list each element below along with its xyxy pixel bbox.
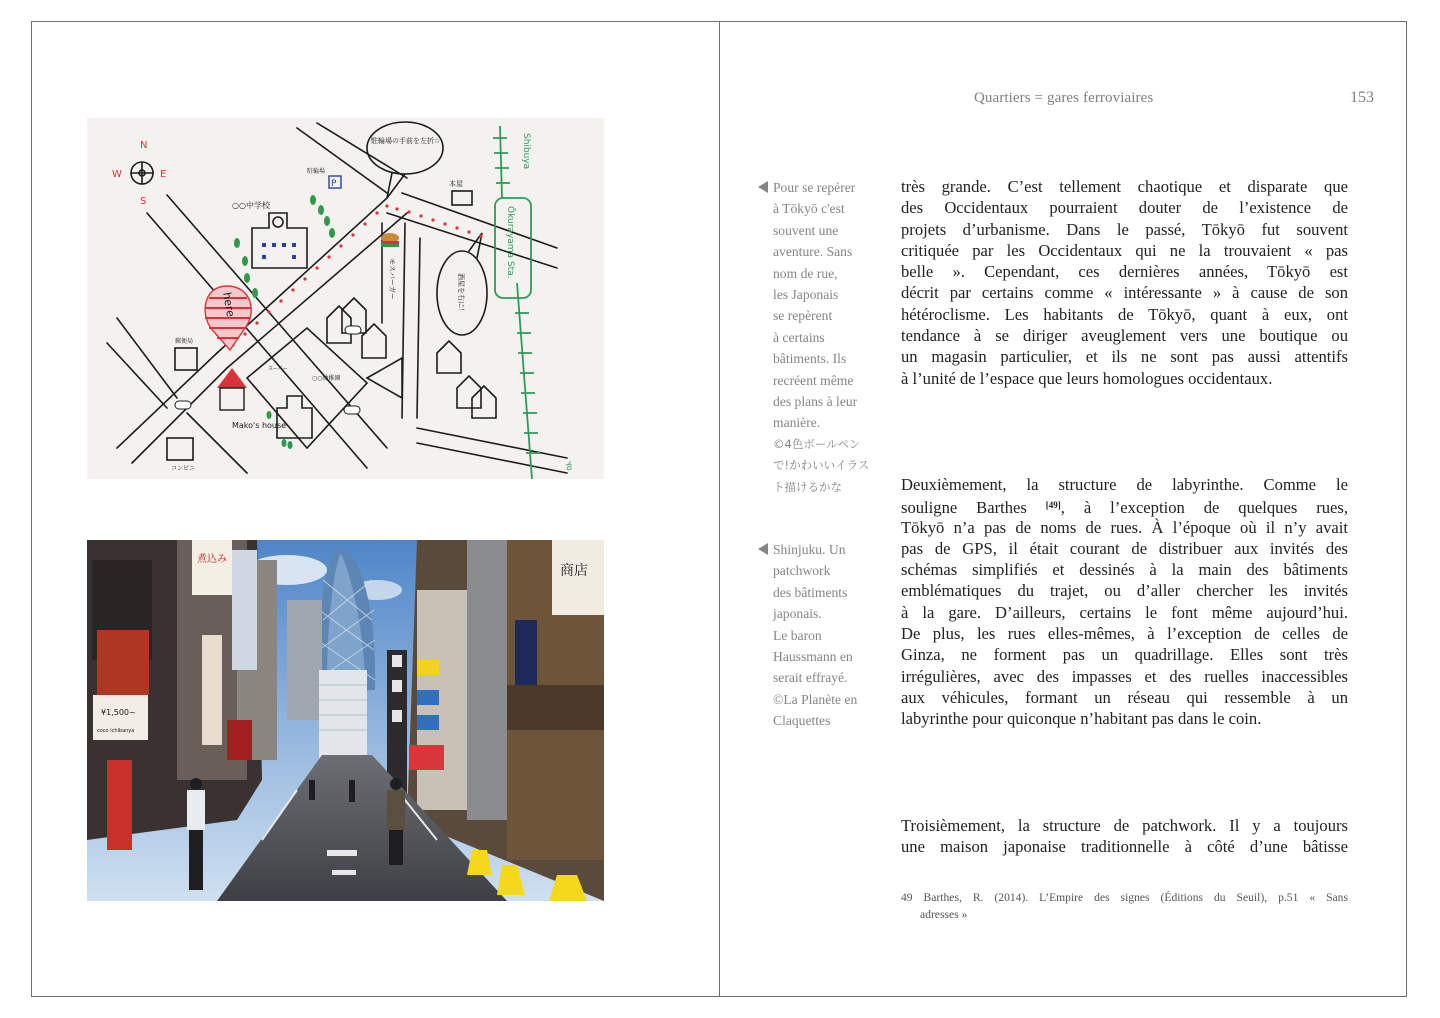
page-number: 153	[1350, 89, 1374, 106]
map-label-super: スーパー	[268, 366, 288, 372]
map-label-post-office: 郵便局	[175, 338, 194, 345]
shinjuku-street-photo	[87, 540, 604, 901]
body-paragraph-3	[901, 815, 1348, 858]
compass-east-label: E	[160, 169, 167, 180]
compass-north-label: N	[140, 140, 148, 151]
text-line: une maison japonaise traditionnelle à côté d’une bâtisse	[901, 837, 1348, 857]
text-line: irrégulières, avec des impasses et des ruelles inaccessibles	[901, 666, 1348, 686]
hand-drawn-map-figure	[87, 118, 604, 479]
caption-line: Shinjuku. Un	[773, 542, 846, 557]
text-line: De plus, les rues elles-mêmes, à l’exception de celles de	[901, 624, 1348, 644]
caption-credit-line: ©4色ボールペン	[773, 436, 861, 451]
text-line: à l’unité de l’espace que leurs homologues occidentaux.	[901, 368, 1273, 388]
map-label-yoko: Yo	[563, 460, 575, 472]
map-label-school: ○○中学校	[232, 201, 270, 210]
caption-line: souvent une	[773, 222, 839, 238]
body-paragraph-2	[901, 474, 1348, 730]
text-fragment: , à l’exception de quelques rues,	[1060, 498, 1349, 518]
text-line: Tōkyō n’a pas de noms de rues. À l’époque où il n’y avait	[901, 517, 1348, 537]
compass-south-label: S	[140, 196, 147, 207]
caption-line: japonais.	[773, 606, 822, 622]
map-label-shibuya: Shibuya	[521, 133, 531, 170]
caption-line: se repèrent	[773, 308, 833, 324]
map-label-bike-parking: 駐輪場	[307, 168, 326, 175]
photo-sign-shoten: 商店	[560, 563, 588, 579]
caption-line: ©La Planète en	[773, 691, 858, 707]
photo-sign-price: ¥1,500~	[101, 708, 136, 717]
footnote-line: 49 Barthes, R. (2014). L’Empire des signes (Éditions du Seuil), p.51 « Sans	[901, 891, 1348, 904]
text-line: hétéroclisme. Les habitants de Tōkyō, quant à eux, ont	[901, 304, 1348, 324]
map-label-parking: P	[331, 179, 337, 189]
caption-line: aventure. Sans	[773, 244, 853, 260]
text-line: décrit par certains comme « intéressante » à cause de son	[901, 283, 1348, 303]
map-label-here: here	[220, 291, 238, 318]
margin-note-map-caption	[758, 177, 888, 498]
text-line: Troisièmement, la structure de patchwork. Il y a toujours	[901, 816, 1348, 835]
map-label-station: Ōkurayama Sta.	[505, 206, 515, 279]
text-line: critiquée par les Occidentaux qui ne la trouvaient « pas	[901, 240, 1348, 260]
text-line: schémas simplifiés et dessinés à la main des bâtiments	[901, 560, 1348, 580]
caption-credit-line: ト描けるかな	[773, 479, 842, 494]
pointer-left-arrow-icon	[758, 181, 768, 193]
caption-line: des bâtiments	[773, 584, 848, 600]
text-line: labyrinthe pour quiconque n’habitant pas dans le coin.	[901, 709, 1262, 729]
margin-note-photo-caption	[758, 539, 888, 732]
text-line: très grande. C’est tellement chaotique et disparate que	[901, 177, 1348, 196]
text-line	[901, 495, 1348, 516]
map-label-mos: モスバーガー	[388, 258, 396, 300]
map-label-konbini: コンビニ	[171, 465, 196, 472]
caption-line: à Tōkyō c'est	[773, 201, 845, 217]
map-speech-right: 酒屋を右に！	[457, 273, 465, 315]
text-line: un magasin particulier, et ils ne sont pas aussi attentifs	[901, 347, 1348, 367]
caption-line: Le baron	[773, 627, 822, 643]
text-line: à la gare. D’ailleurs, certains le font même aujourd’hui.	[901, 602, 1348, 622]
caption-line: des plans à leur	[773, 394, 858, 410]
caption-line: serait effrayé.	[773, 670, 848, 686]
photo-sign-coco: coco ichibanya	[97, 728, 135, 734]
caption-line: manière.	[773, 415, 821, 431]
caption-credit-line: で!かわいいイラス	[773, 458, 870, 473]
caption-line: les Japonais	[773, 287, 839, 303]
map-label-kindergarten: ○○幼稚園	[312, 375, 341, 382]
running-head-title: Quartiers = gares ferroviaires	[974, 90, 1154, 106]
caption-line: bâtiments. Ils	[773, 351, 847, 367]
map-label-makos-house: Mako's house	[232, 421, 287, 430]
text-line: belle ». Cependant, ces dernières années, Tōkyō est	[901, 262, 1348, 282]
text-line: emblématiques du trajet, ou d’aller chercher les invités	[901, 581, 1348, 601]
body-paragraph-1	[901, 176, 1348, 389]
footnote-49	[901, 889, 1348, 923]
caption-line: à certains	[773, 329, 825, 345]
caption-line: recréent même	[773, 372, 854, 388]
pointer-left-arrow-icon	[758, 543, 768, 555]
caption-line: nom de rue,	[773, 265, 838, 281]
caption-line: Haussmann en	[773, 649, 853, 665]
photo-sign-nikomi: 煮込み	[197, 554, 227, 565]
text-line: Deuxièmement, la structure de labyrinthe. Comme le	[901, 475, 1348, 494]
map-label-bookstore: 本屋	[449, 180, 463, 188]
text-fragment: souligne Barthes	[901, 498, 1046, 518]
book-spine	[719, 21, 720, 997]
text-line: aux véhicules, formant un réseau qui ressemble à un	[901, 687, 1348, 707]
map-speech-top: 駐輪場の手前を左折☆	[371, 137, 441, 145]
compass-west-label: W	[112, 169, 122, 180]
text-line: pas de GPS, il était courant de distribuer aux invités des	[901, 538, 1348, 558]
text-line: tendance à se diriger aveuglement vers une boutique ou	[901, 326, 1348, 346]
text-line: projets d’urbanisme. Dans le passé, Tōkyō fut souvent	[901, 219, 1348, 239]
footnote-line: adresses »	[920, 908, 968, 921]
caption-line: patchwork	[773, 563, 831, 579]
footnote-reference-link[interactable]: [49]	[1045, 500, 1061, 511]
text-line: des Occidentaux pourraient douter de l’existence de	[901, 198, 1348, 218]
caption-line: Claquettes	[773, 713, 831, 729]
text-line: Ginza, ne forment pas un quadrillage. Elles sont très	[901, 645, 1348, 665]
caption-line: Pour se repérer	[773, 180, 856, 195]
